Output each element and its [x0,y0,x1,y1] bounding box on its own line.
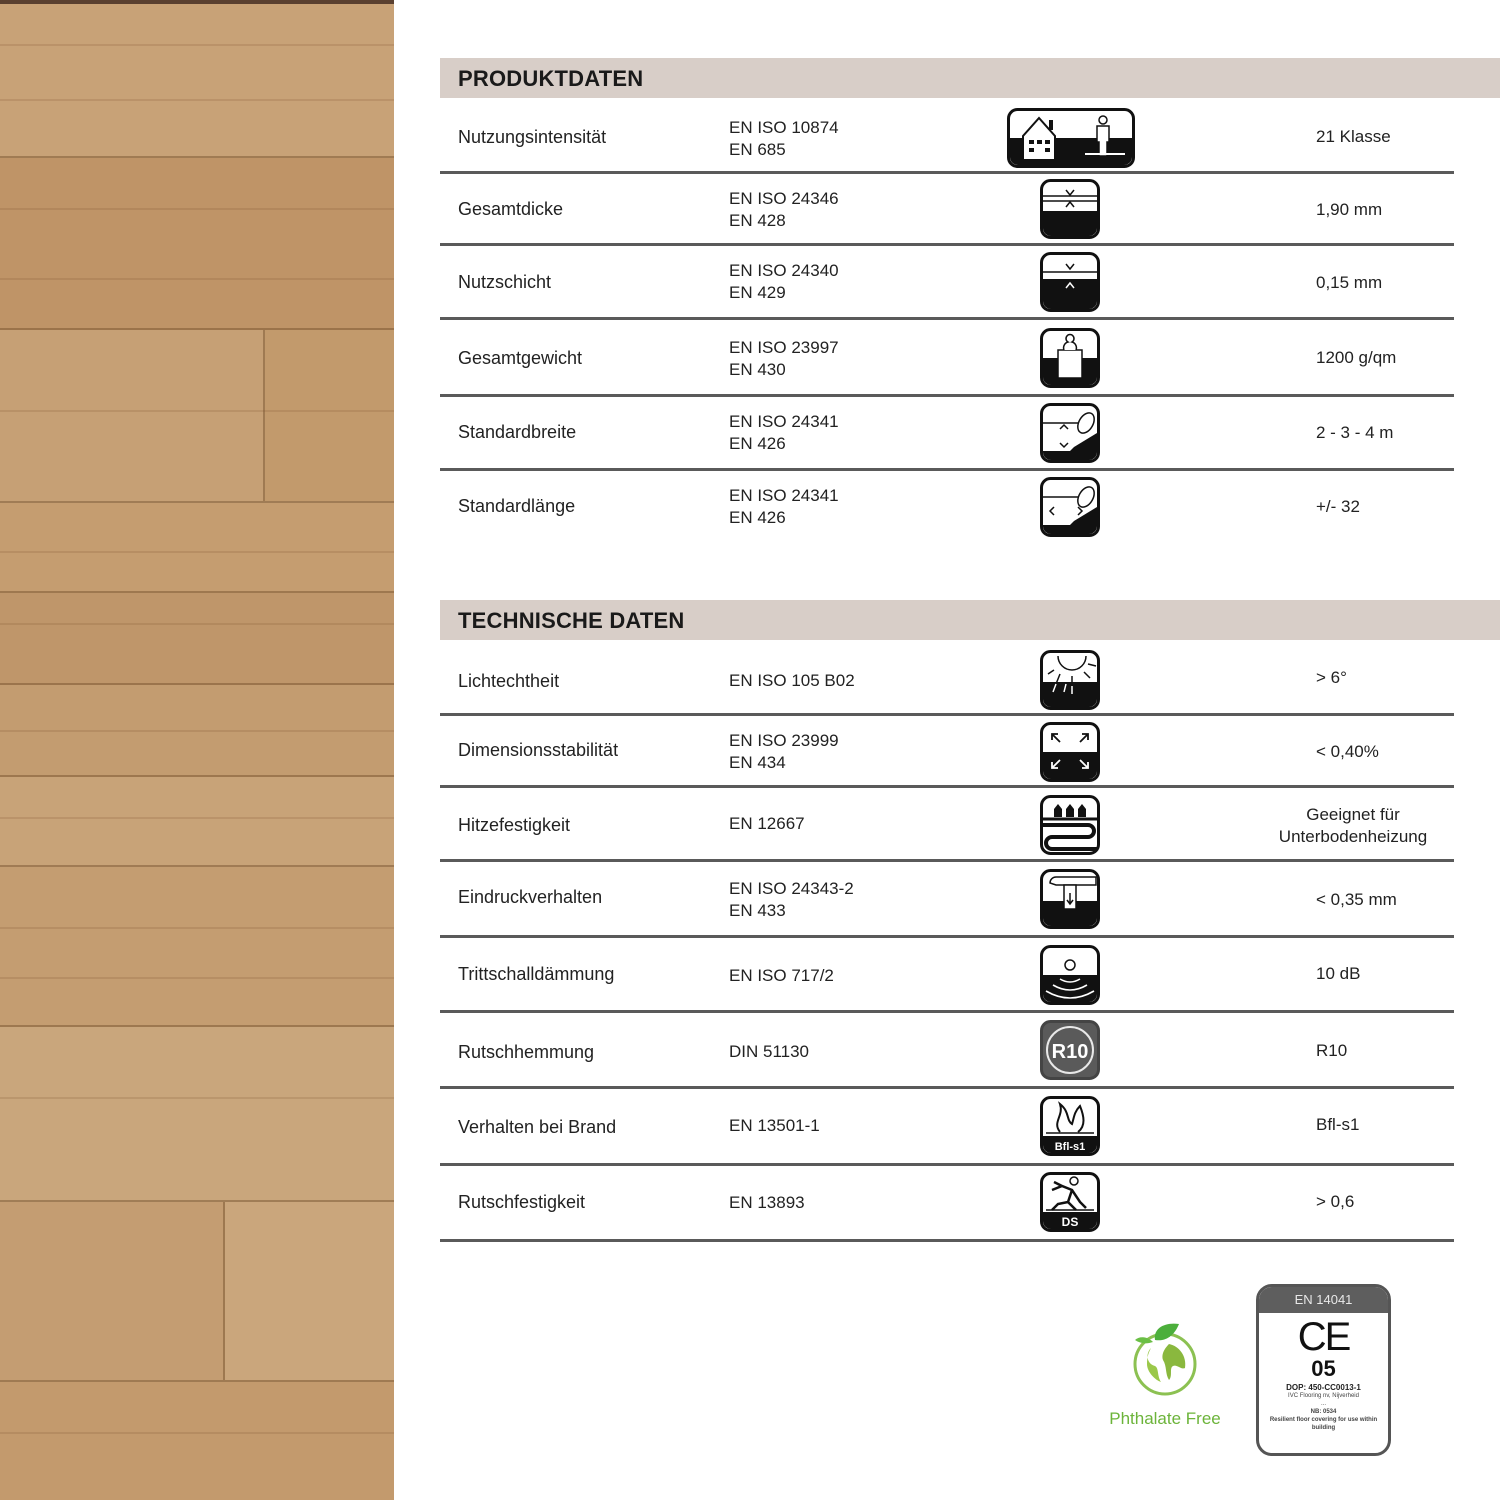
wear-layer-icon [1040,252,1100,312]
phthalate-free-label: Phthalate Free [1109,1409,1221,1428]
norm-secondary: EN 434 [729,753,786,772]
property-label: Trittschalldämmung [458,964,615,984]
impact-sound-icon [1040,945,1100,1005]
wood-floor-sample-image [0,0,394,1500]
norm-primary: EN ISO 10874 [729,118,839,137]
norm-secondary: EN 428 [729,211,786,230]
property-value: > 0,6 [1316,1192,1355,1211]
section-title: TECHNISCHE DATEN [458,608,685,633]
property-label: Rutschfestigkeit [458,1192,586,1212]
section-title: PRODUKTDATEN [458,66,644,91]
technische-daten-header [440,600,1500,640]
ce-dop: DOP: 450-CC0013-1 [1286,1383,1361,1392]
roll-width-icon [1040,403,1100,463]
ce-manufacturer: IVC Flooring nv, Nijverheid [1288,1393,1359,1399]
property-value: 10 dB [1316,964,1361,983]
norm-primary: EN ISO 23999 [729,731,839,750]
ce-nb: NB: 0534 [1310,1409,1337,1415]
produktdaten-header [440,58,1500,98]
svg-text:R10: R10 [1051,1041,1089,1063]
table-row [440,320,1454,397]
property-value: < 0,35 mm [1316,890,1397,909]
table-row [440,471,1454,545]
phthalate-free-badge [1100,1320,1230,1429]
table-row [440,174,1454,246]
svg-text:Bfl-s1: Bfl-s1 [1054,1141,1086,1153]
norm-primary: EN ISO 24340 [729,261,839,280]
table-row [440,1089,1454,1166]
property-value: +/- 32 [1316,497,1360,516]
ce-address: ... [1320,1401,1326,1407]
table-row [440,1013,1454,1089]
property-value: 1,90 mm [1316,200,1383,219]
norm-primary: EN ISO 24346 [729,189,839,208]
globe-leaf-icon [1125,1320,1205,1400]
table-row [440,788,1454,862]
svg-text:DS: DS [1061,1215,1079,1229]
norm-primary: EN 12667 [729,814,805,833]
norm-primary: EN 13893 [729,1193,805,1212]
property-value: 0,15 mm [1316,273,1383,292]
fire-behaviour-icon [1040,1096,1100,1156]
sun-lightfastness-icon [1040,650,1100,710]
property-label: Eindruckverhalten [458,887,603,907]
property-value: > 6° [1316,668,1347,687]
norm-secondary: EN 433 [729,901,786,920]
norm-primary: EN 13501-1 [729,1116,820,1135]
table-row [440,640,1454,716]
weight-icon [1040,328,1100,388]
property-label: Verhalten bei Brand [458,1117,617,1137]
norm-secondary: EN 429 [729,283,786,302]
ce-year: 05 [1311,1356,1336,1381]
property-value: Geeignet für [1306,805,1400,824]
property-value: R10 [1316,1041,1348,1060]
norm-primary: EN ISO 717/2 [729,966,834,985]
property-label: Gesamtgewicht [458,348,583,368]
norm-primary: EN ISO 23997 [729,338,839,357]
norm-primary: DIN 51130 [729,1042,810,1061]
property-label: Dimensionsstabilität [458,740,619,760]
property-label: Nutzschicht [458,272,552,292]
roll-length-icon [1040,477,1100,537]
underfloor-heating-icon [1040,795,1100,855]
norm-secondary: EN 426 [729,434,786,453]
norm-primary: EN ISO 24341 [729,412,839,431]
norm-primary: EN ISO 105 B02 [729,671,855,690]
property-value: Bfl-s1 [1316,1115,1360,1134]
property-label: Hitzefestigkeit [458,815,571,835]
ce-certification-badge [1256,1284,1391,1456]
dimension-arrows-icon [1040,722,1100,782]
indentation-icon [1040,869,1100,929]
norm-primary: EN ISO 24341 [729,486,839,505]
table-row [440,98,1454,174]
table-row [440,397,1454,471]
r10-slip-icon [1040,1020,1100,1080]
property-label: Standardlänge [458,496,576,516]
property-label: Nutzungsintensität [458,127,607,147]
property-label: Standardbreite [458,422,577,442]
house-person-class-icon [1007,108,1135,168]
table-row [440,862,1454,938]
property-label: Gesamtdicke [458,199,564,219]
slip-resistance-icon [1040,1172,1100,1232]
norm-secondary: EN 430 [729,360,786,379]
property-label: Lichtechtheit [458,671,560,691]
ce-standard: EN 14041 [1259,1287,1388,1313]
total-thickness-icon [1040,179,1100,239]
property-value: 21 Klasse [1316,127,1391,146]
table-row [440,1166,1454,1242]
norm-secondary: EN 685 [729,140,786,159]
norm-secondary: EN 426 [729,508,786,527]
property-value-line2: Unterbodenheizung [1278,827,1428,846]
property-value: 2 - 3 - 4 m [1316,423,1394,442]
table-row [440,246,1454,320]
norm-primary: EN ISO 24343-2 [729,879,854,898]
table-row [440,938,1454,1013]
property-label: Rutschhemmung [458,1042,595,1062]
table-row [440,716,1454,788]
ce-mark: CE [1297,1315,1350,1359]
property-value: 1200 g/qm [1316,348,1397,367]
property-value: < 0,40% [1316,742,1379,761]
ce-description: Resilient floor covering for use within building [1269,1417,1378,1431]
